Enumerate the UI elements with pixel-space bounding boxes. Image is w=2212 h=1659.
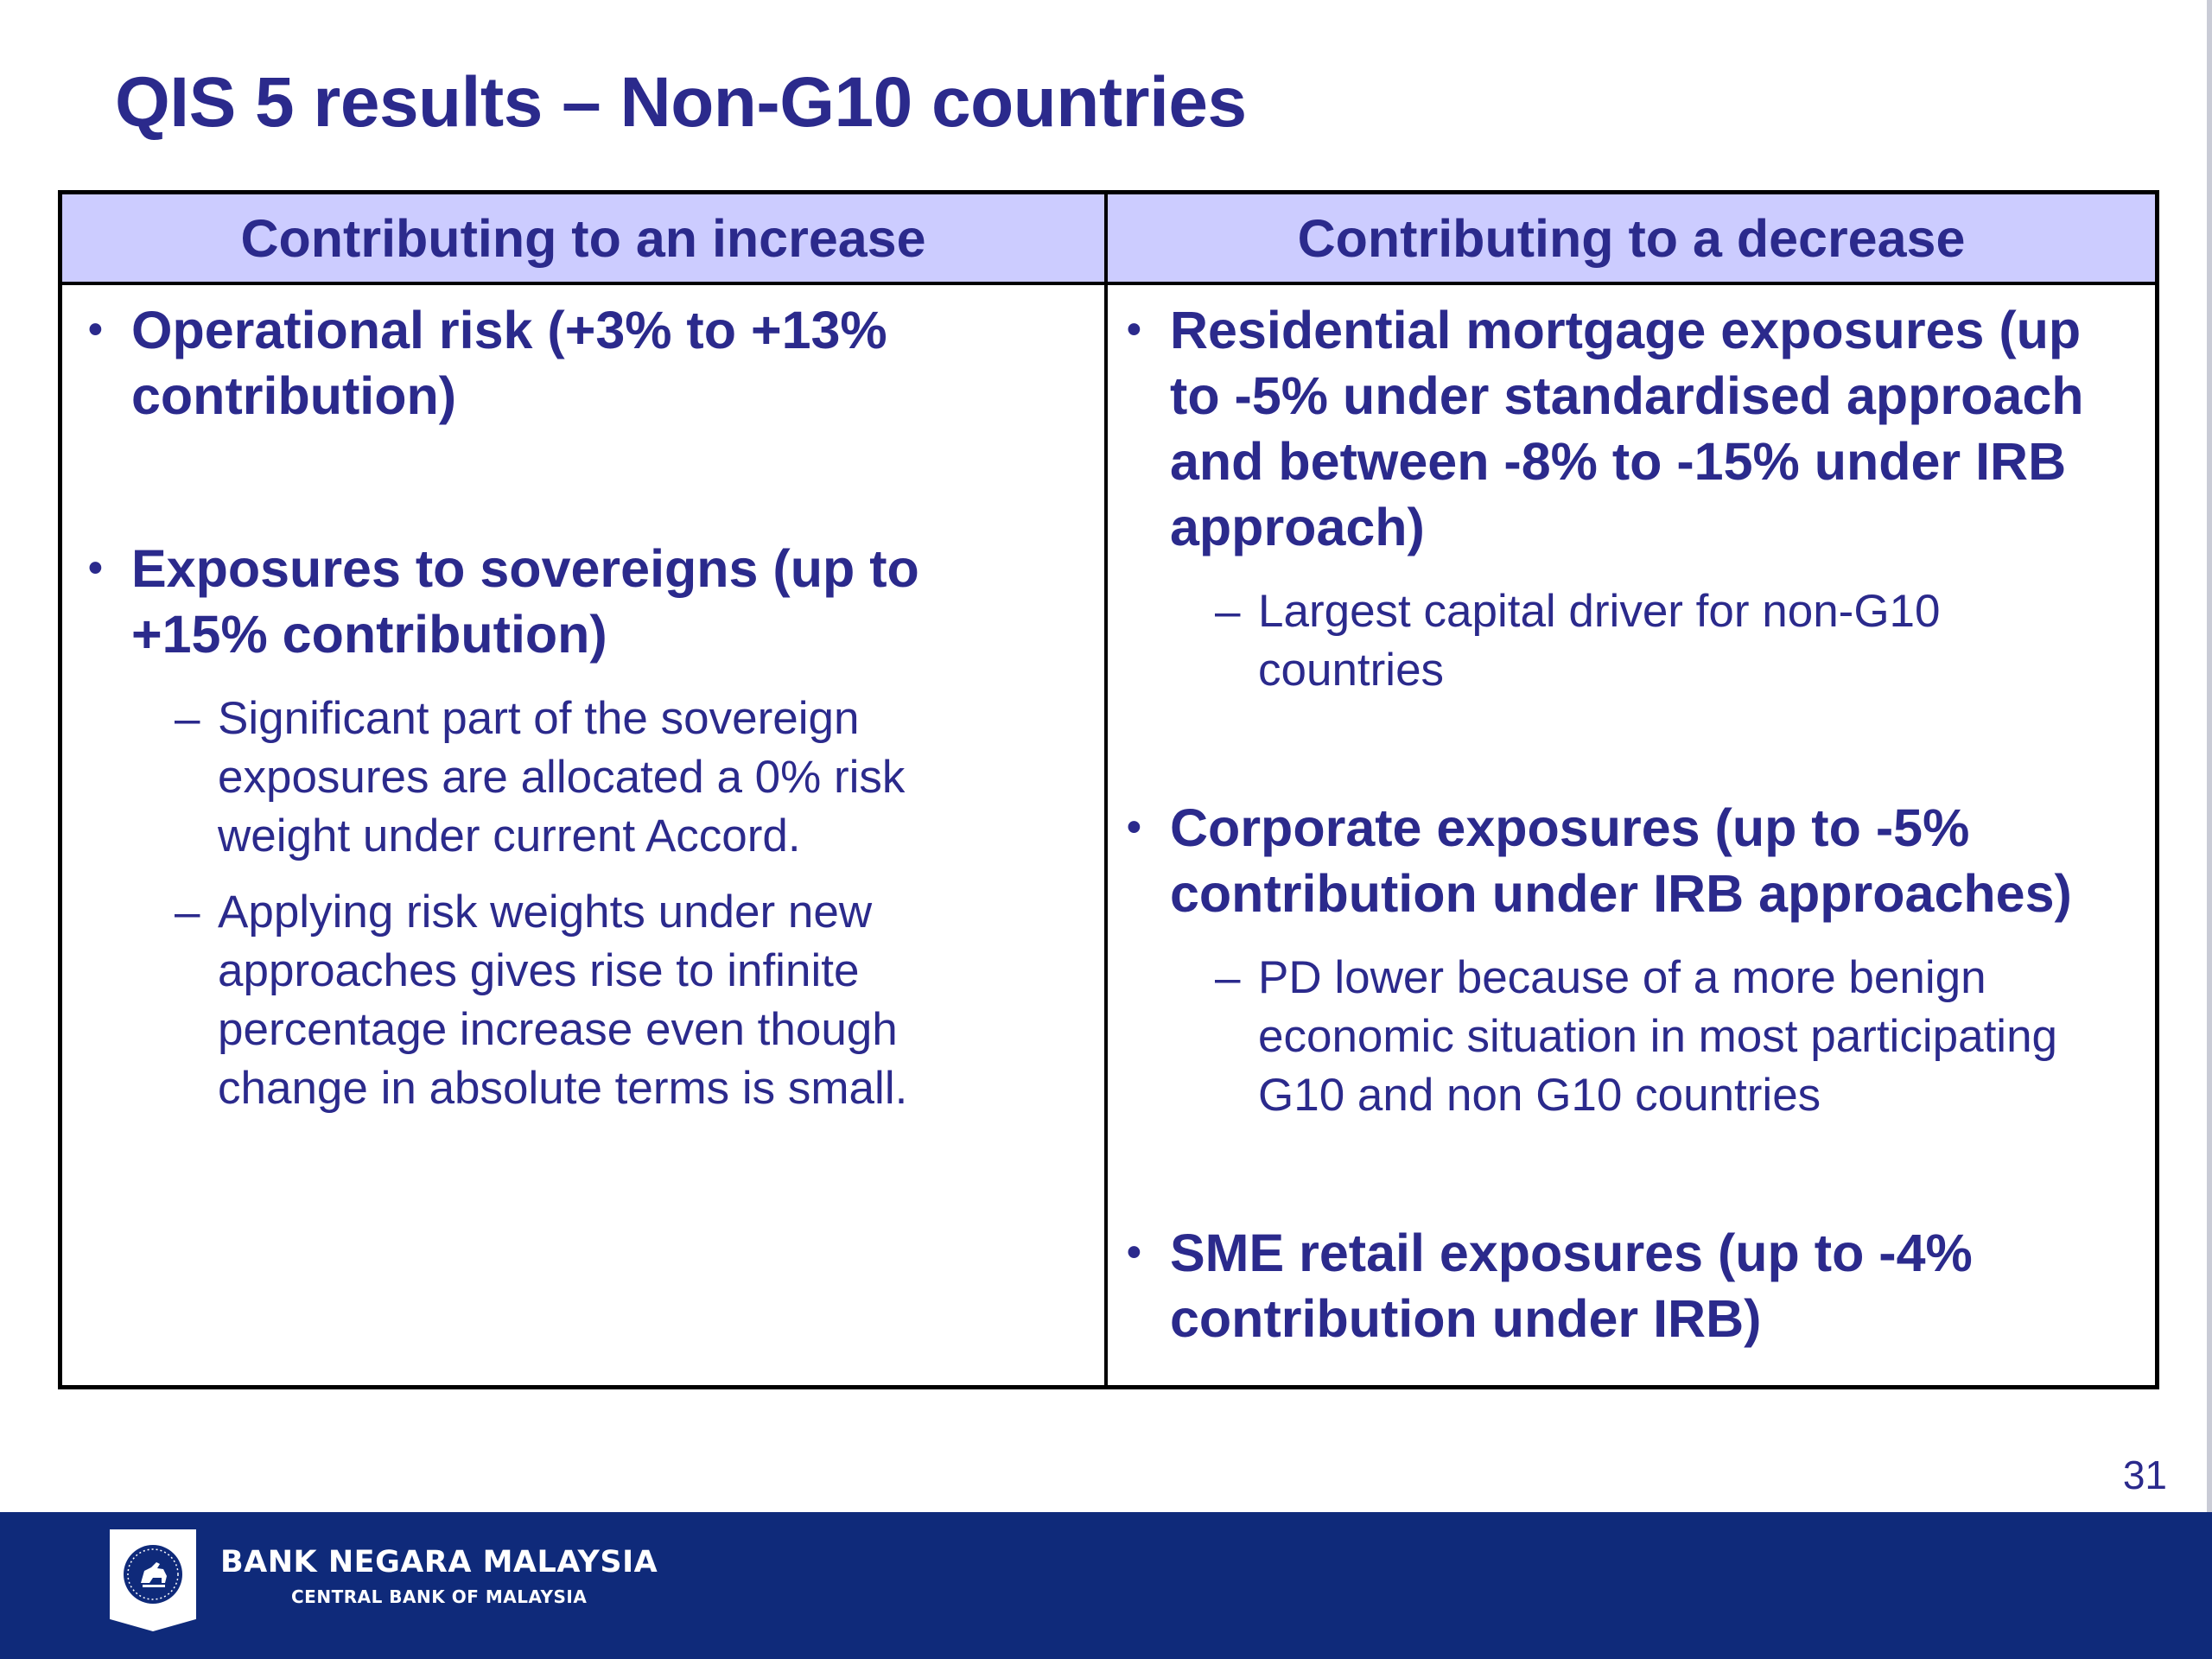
bullet-corporate-exposures: [1127, 795, 2072, 926]
sub-bullet-zero-risk-weight: [175, 690, 906, 866]
sub-bullet-infinite-increase: [175, 883, 908, 1118]
sub-bullet-line: approaches gives rise to infinite: [218, 945, 860, 996]
bullet-line: contribution): [131, 366, 457, 425]
bullet-line: contribution under IRB approaches): [1170, 864, 2072, 923]
increase-column: [62, 285, 1108, 1385]
sub-bullet-largest-driver: [1215, 582, 1941, 700]
bullet-dot-icon: •: [1127, 804, 1141, 850]
sub-bullet-line: change in absolute terms is small.: [218, 1063, 908, 1114]
bank-subtitle: CENTRAL BANK OF MALAYSIA: [291, 1586, 588, 1607]
bullet-dot-icon: •: [88, 545, 103, 591]
sub-bullet-line: G10 and non G10 countries: [1258, 1070, 1821, 1121]
dash-icon: –: [175, 693, 200, 744]
bank-crest-emblem: [122, 1543, 184, 1605]
sub-bullet-line: PD lower because of a more benign: [1258, 952, 1986, 1003]
comparison-table: [58, 190, 2159, 1389]
sub-bullet-line: percentage increase even though: [218, 1004, 898, 1055]
bullet-sme-retail: [1127, 1220, 1973, 1351]
bullet-line: Corporate exposures (up to -5%: [1170, 798, 1970, 857]
dash-icon: –: [175, 887, 200, 938]
bullet-line: to -5% under standardised approach: [1170, 366, 2084, 425]
bullet-line: SME retail exposures (up to -4%: [1170, 1224, 1973, 1282]
sub-bullet-line: economic situation in most participating: [1258, 1011, 2058, 1062]
bullet-line: Exposures to sovereigns (up to: [131, 539, 919, 598]
bullet-residential-mortgage: [1127, 297, 2084, 560]
bank-crest-icon: [110, 1529, 196, 1631]
sub-bullet-line: exposures are allocated a 0% risk: [218, 752, 906, 803]
sub-bullet-line: Applying risk weights under new: [218, 887, 873, 938]
bank-name: BANK NEGARA MALAYSIA: [220, 1545, 658, 1580]
sub-bullet-line: Largest capital driver for non-G10: [1258, 586, 1941, 637]
bullet-line: +15% contribution): [131, 605, 607, 664]
decrease-column: [1108, 285, 2155, 1385]
bullet-dot-icon: •: [1127, 307, 1141, 353]
bullet-dot-icon: •: [1127, 1230, 1141, 1275]
sub-bullet-pd-lower: [1215, 949, 2058, 1125]
bullet-line: and between -8% to -15% under IRB: [1170, 432, 2067, 491]
header-increase: Contributing to an increase: [62, 194, 1108, 285]
header-decrease: Contributing to a decrease: [1108, 194, 2155, 285]
bullet-dot-icon: •: [88, 307, 103, 353]
sub-bullet-line: weight under current Accord.: [218, 810, 801, 861]
slide-edge: [2207, 0, 2212, 1512]
footer-bar: [0, 1512, 2212, 1659]
bullet-sovereigns: [88, 536, 919, 667]
sub-bullet-line: Significant part of the sovereign: [218, 693, 860, 744]
bullet-line: approach): [1170, 498, 1425, 556]
page-number: 31: [2122, 1452, 2167, 1497]
bullet-line: Residential mortgage exposures (up: [1170, 301, 2082, 359]
bullet-line: Operational risk (+3% to +13%: [131, 301, 887, 359]
dash-icon: –: [1215, 586, 1241, 637]
bullet-operational-risk: [88, 297, 887, 429]
dash-icon: –: [1215, 952, 1241, 1003]
slide-title: QIS 5 results – Non-G10 countries: [115, 63, 1247, 142]
bullet-line: contribution under IRB): [1170, 1289, 1762, 1348]
sub-bullet-line: countries: [1258, 645, 1445, 696]
